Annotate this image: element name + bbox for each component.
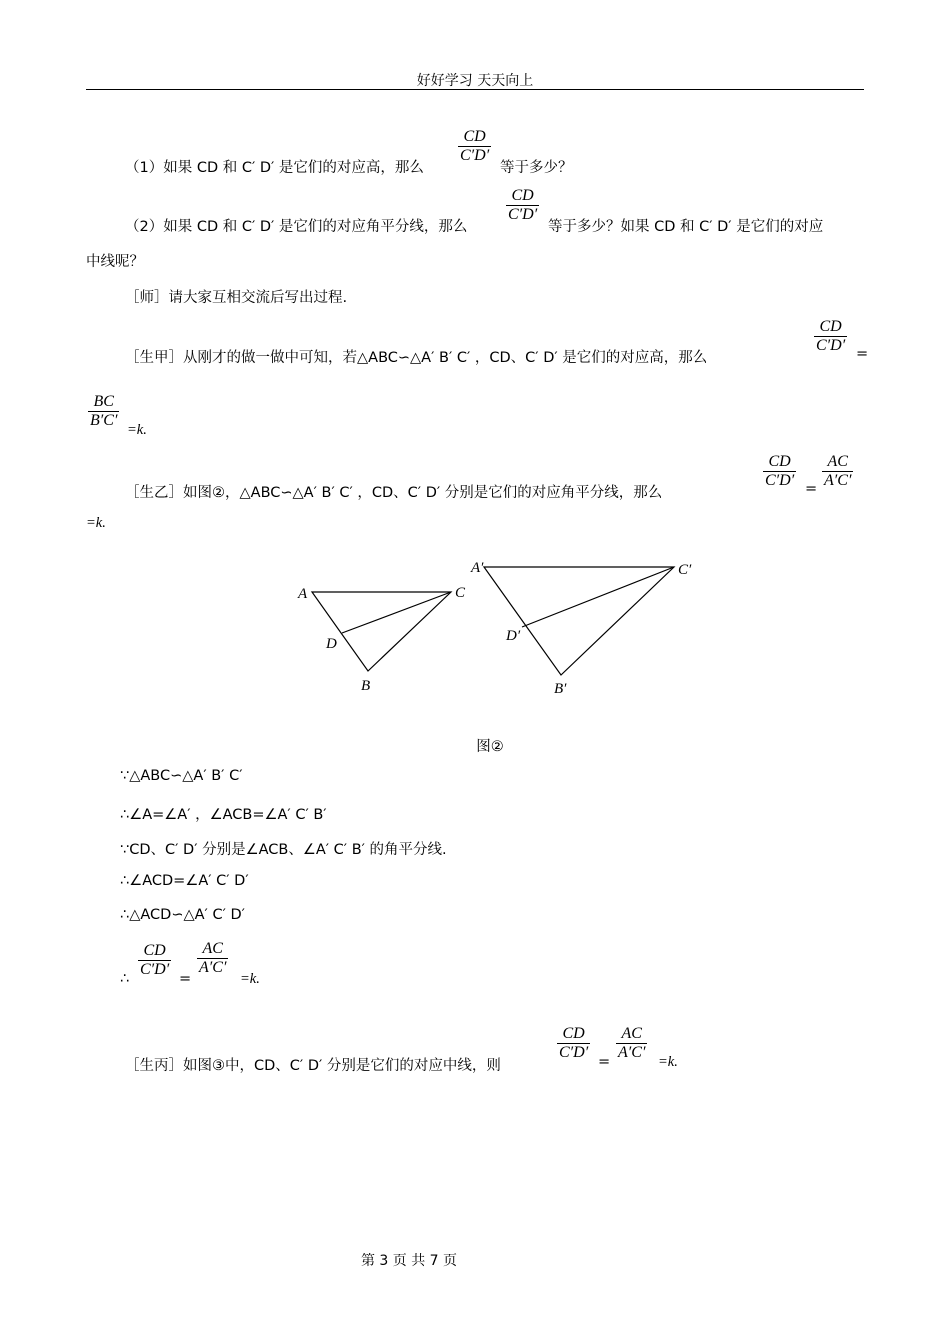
student-c-frac2-num: AC (621, 1025, 642, 1042)
proof-frac1-num: CD (143, 942, 166, 959)
label-d-prime: D′ (506, 628, 521, 644)
bisector-cd (342, 592, 451, 633)
proof-frac2-den: A′C′ (199, 959, 227, 976)
student-c-tail: =k. (658, 1054, 678, 1070)
student-c-frac1-den: C′D′ (559, 1044, 589, 1061)
student-a-frac2-num: BC (93, 393, 114, 410)
q1-tail: 等于多少？ (500, 160, 573, 176)
proof-frac1 (138, 942, 171, 979)
q2-line2: 中线呢？ (86, 254, 144, 270)
label-c: C (455, 585, 466, 601)
student-a-frac2-den: B′C′ (90, 412, 118, 429)
triangle-abc (312, 592, 451, 671)
bisector-c2d2 (522, 567, 674, 627)
proof-frac2-num: AC (202, 940, 223, 957)
page-footer: 第 3 页 共 7 页 (360, 1253, 458, 1269)
q2-tail: 等于多少？如果 CD 和 C′ D′ 是它们的对应 (548, 219, 824, 235)
student-c-frac2-den: A′C′ (618, 1044, 646, 1061)
q2-frac-num: CD (511, 187, 534, 204)
student-a-frac1-num: CD (819, 318, 842, 335)
page-header: 好好学习 天天向上 (416, 73, 534, 89)
student-c-frac1-num: CD (562, 1025, 585, 1042)
student-c-frac2 (616, 1025, 647, 1062)
proof-eq: = (179, 971, 192, 987)
teacher-line: ［师］请大家互相交流后写出过程. (125, 290, 348, 306)
proof-tail: =k. (240, 971, 260, 987)
q1-text: （1）如果 CD 和 C′ D′ 是它们的对应高，那么 (125, 160, 424, 176)
proof-line-4: ∴∠ACD=∠A′ C′ D′ (120, 873, 249, 889)
label-d: D (326, 636, 337, 652)
proof-frac1-den: C′D′ (140, 961, 170, 978)
label-b-prime: B′ (554, 681, 567, 697)
figure-caption: 图② (476, 739, 504, 755)
proof-line-6-prefix: ∴ (120, 971, 130, 987)
label-a-prime: A′ (471, 560, 484, 576)
student-b-frac1-den: C′D′ (765, 472, 795, 489)
student-b-text: ［生乙］如图②，△ABC∽△A′ B′ C′ ，CD、C′ D′ 分别是它们的对应角平分线，那么 (125, 485, 663, 501)
q2-frac-den: C′D′ (508, 206, 538, 223)
proof-frac2 (197, 940, 228, 977)
proof-line-3: ∵CD、C′ D′ 分别是∠ACB、∠A′ C′ B′ 的角平分线. (120, 842, 447, 858)
student-b-tail: =k. (86, 515, 106, 531)
q1-frac-den: C′D′ (460, 147, 490, 164)
proof-line-5: ∴△ACD∽△A′ C′ D′ (120, 907, 245, 923)
student-c-eq: = (598, 1054, 611, 1070)
label-c-prime: C′ (678, 562, 692, 578)
q2-text: （2）如果 CD 和 C′ D′ 是它们的对应角平分线，那么 (125, 219, 468, 235)
student-b-frac1-num: CD (768, 453, 791, 470)
label-a: A (298, 586, 308, 602)
student-a-text: ［生甲］从刚才的做一做中可知，若△ABC∽△A′ B′ C′ ，CD、C′ D′ 是它们的对应高，那么 (125, 350, 708, 366)
proof-line-2: ∴∠A=∠A′ ，∠ACB=∠A′ C′ B′ (120, 807, 327, 823)
student-a-frac1-den: C′D′ (816, 337, 846, 354)
student-a-eq: = (856, 346, 869, 362)
student-b-frac2-num: AC (827, 453, 848, 470)
student-a-tail: =k. (127, 422, 147, 438)
triangle-a2b2c2 (484, 567, 674, 675)
student-c-frac1 (557, 1025, 590, 1062)
proof-line-1: ∵△ABC∽△A′ B′ C′ (120, 768, 243, 784)
q1-frac-num: CD (463, 128, 486, 145)
student-b-frac2-den: A′C′ (824, 472, 852, 489)
student-c-text: ［生丙］如图③中，CD、C′ D′ 分别是它们的对应中线，则 (125, 1058, 501, 1074)
label-b: B (361, 678, 371, 694)
student-b-eq: = (805, 481, 818, 497)
